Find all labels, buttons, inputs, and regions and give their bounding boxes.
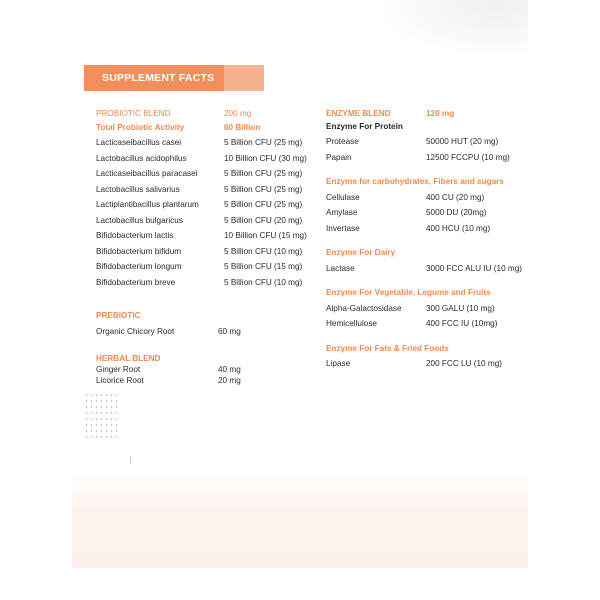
- list-item: [326, 134, 526, 150]
- list-item: [96, 182, 316, 198]
- enzyme-amount: 120 mg: [426, 109, 455, 118]
- dot-pattern-decoration: [84, 392, 118, 442]
- list-item: [326, 261, 526, 277]
- dairy-list: [326, 261, 526, 277]
- carbs-heading-row: [326, 174, 526, 190]
- ingredient-amount: 12500 FCCPU (10 mg): [426, 152, 510, 162]
- ingredient-name: Bifidobacterium bifidum: [96, 246, 182, 256]
- ingredient-amount: 5 Billion CFU (20 mg): [224, 215, 303, 225]
- list-item: [326, 316, 526, 332]
- ingredient-name: Papain: [326, 152, 352, 162]
- list-item: [96, 197, 316, 213]
- ingredient-amount: 5 Billion CFU (25 mg): [224, 184, 303, 194]
- fats-heading: Enzyme For Fats & Fried Foods: [326, 343, 449, 353]
- ingredient-amount: 60 mg: [218, 326, 241, 336]
- ingredient-name: Lactase: [326, 263, 355, 273]
- ingredient-amount: 5 Billion CFU (15 mg): [224, 262, 303, 271]
- list-item: [96, 324, 316, 340]
- ingredient-name: Amylase: [326, 208, 358, 217]
- ingredient-amount: 200 FCC LU (10 mg): [426, 359, 502, 368]
- ingredient-amount: 5 Billion CFU (10 mg): [224, 277, 303, 287]
- ingredient-name: Bifidobacterium longum: [96, 262, 182, 271]
- list-item: [96, 228, 316, 244]
- ingredient-name: Lipase: [326, 359, 351, 368]
- vegetable-heading-row: [326, 285, 526, 301]
- list-item: [326, 205, 526, 221]
- list-item: [96, 364, 316, 375]
- probiotic-amount: 200 mg: [224, 109, 252, 118]
- ingredient-name: Cellulase: [326, 192, 360, 202]
- ingredient-name: Lactobacillus bulgaricus: [96, 215, 183, 225]
- list-item: [96, 213, 316, 229]
- probiotic-list: [96, 135, 316, 290]
- left-column: [96, 106, 316, 386]
- ingredient-amount: 40 mg: [218, 365, 241, 374]
- probiotic-heading: PROBIOTIC BLEND: [96, 109, 171, 118]
- ingredient-name: Hemicellulose: [326, 319, 377, 328]
- page-title: SUPPLEMENT FACTS: [102, 72, 215, 84]
- ingredient-name: Organic Chicory Root: [96, 326, 175, 336]
- ingredient-name: Invertase: [326, 223, 360, 233]
- ingredient-name: Lactobacillus salivarius: [96, 184, 180, 194]
- dairy-heading: Enzyme For Dairy: [326, 248, 396, 257]
- probiotic-total-row: [96, 120, 316, 136]
- ingredient-amount: 10 Billion CFU (30 mg): [224, 153, 307, 163]
- herbal-list: [96, 364, 316, 386]
- vegetable-heading: Enzyme For Vegetable, Legume and Fruits: [326, 288, 491, 297]
- prebiotic-heading: PREBIOTIC: [96, 311, 141, 320]
- ingredient-amount: 400 FCC IU (10mg): [426, 319, 498, 328]
- banner-fade: [224, 65, 264, 91]
- carbs-list: [326, 190, 526, 237]
- ingredient-amount: 5000 DU (20mg): [426, 208, 487, 217]
- list-item: [96, 151, 316, 167]
- list-item: [96, 375, 316, 386]
- supplement-facts-banner: [84, 65, 264, 91]
- page-shadow: [368, 0, 528, 60]
- ingredient-name: Bifidobacterium breve: [96, 277, 176, 287]
- ingredient-name: Alpha-Galactosidase: [326, 303, 402, 313]
- list-item: [326, 190, 526, 206]
- ingredient-amount: 3000 FCC ALU IU (10 mg): [426, 263, 523, 273]
- decorative-tick: [130, 456, 131, 464]
- ingredient-name: Protease: [326, 137, 359, 146]
- ingredient-name: Bifidobacterium lactis: [96, 231, 174, 240]
- list-item: [96, 244, 316, 260]
- prebiotic-heading-row: [96, 308, 316, 324]
- dairy-heading-row: [326, 245, 526, 261]
- protein-list: [326, 134, 526, 165]
- ingredient-amount: 20 mg: [218, 376, 241, 385]
- ingredient-amount: 400 CU (20 mg): [426, 192, 485, 202]
- ingredient-amount: 300 GALU (10 mg): [426, 303, 495, 313]
- right-column: [326, 106, 526, 372]
- total-probiotic-value: 60 Billion: [224, 122, 261, 132]
- protein-heading: Enzyme For Protein: [326, 121, 403, 131]
- list-item: [96, 135, 316, 151]
- herbal-heading-row: [96, 353, 316, 364]
- list-item: [326, 301, 526, 317]
- ingredient-amount: 5 Billion CFU (25 mg): [224, 138, 303, 147]
- vegetable-list: [326, 301, 526, 332]
- ingredient-name: Licorice Root: [96, 376, 144, 385]
- ingredient-name: Lactobacillus acidophilus: [96, 153, 187, 163]
- ingredient-name: Ginger Root: [96, 365, 141, 374]
- list-item: [96, 275, 316, 291]
- ingredient-amount: 5 Billion CFU (25 mg): [224, 169, 303, 178]
- ingredient-amount: 10 Billion CFU (15 mg): [224, 231, 307, 240]
- herbal-heading: HERBAL BLEND: [96, 354, 161, 363]
- ingredient-name: Lactiplantibacillus plantarum: [96, 200, 199, 209]
- protein-heading-row: [326, 119, 526, 135]
- fats-heading-row: [326, 341, 526, 357]
- ingredient-amount: 5 Billion CFU (10 mg): [224, 246, 303, 256]
- list-item: [326, 356, 526, 372]
- list-item: [96, 166, 316, 182]
- list-item: [326, 150, 526, 166]
- ingredient-name: Lacticaseibacillus casei: [96, 138, 182, 147]
- carbs-heading: Enzyme for carbohydrates, Fibers and sugars: [326, 177, 504, 186]
- ingredient-amount: 400 HCU (10 mg): [426, 223, 491, 233]
- total-probiotic-label: Total Probiotic Activity: [96, 122, 185, 132]
- ingredient-amount: 50000 HUT (20 mg): [426, 137, 499, 146]
- fats-list: [326, 356, 526, 372]
- ingredient-amount: 5 Billion CFU (25 mg): [224, 200, 303, 209]
- ingredient-name: Lacticaseibacillus paracasei: [96, 169, 198, 178]
- enzyme-heading: ENZYME BLEND: [326, 109, 391, 118]
- list-item: [326, 221, 526, 237]
- prebiotic-list: [96, 324, 316, 340]
- list-item: [96, 259, 316, 275]
